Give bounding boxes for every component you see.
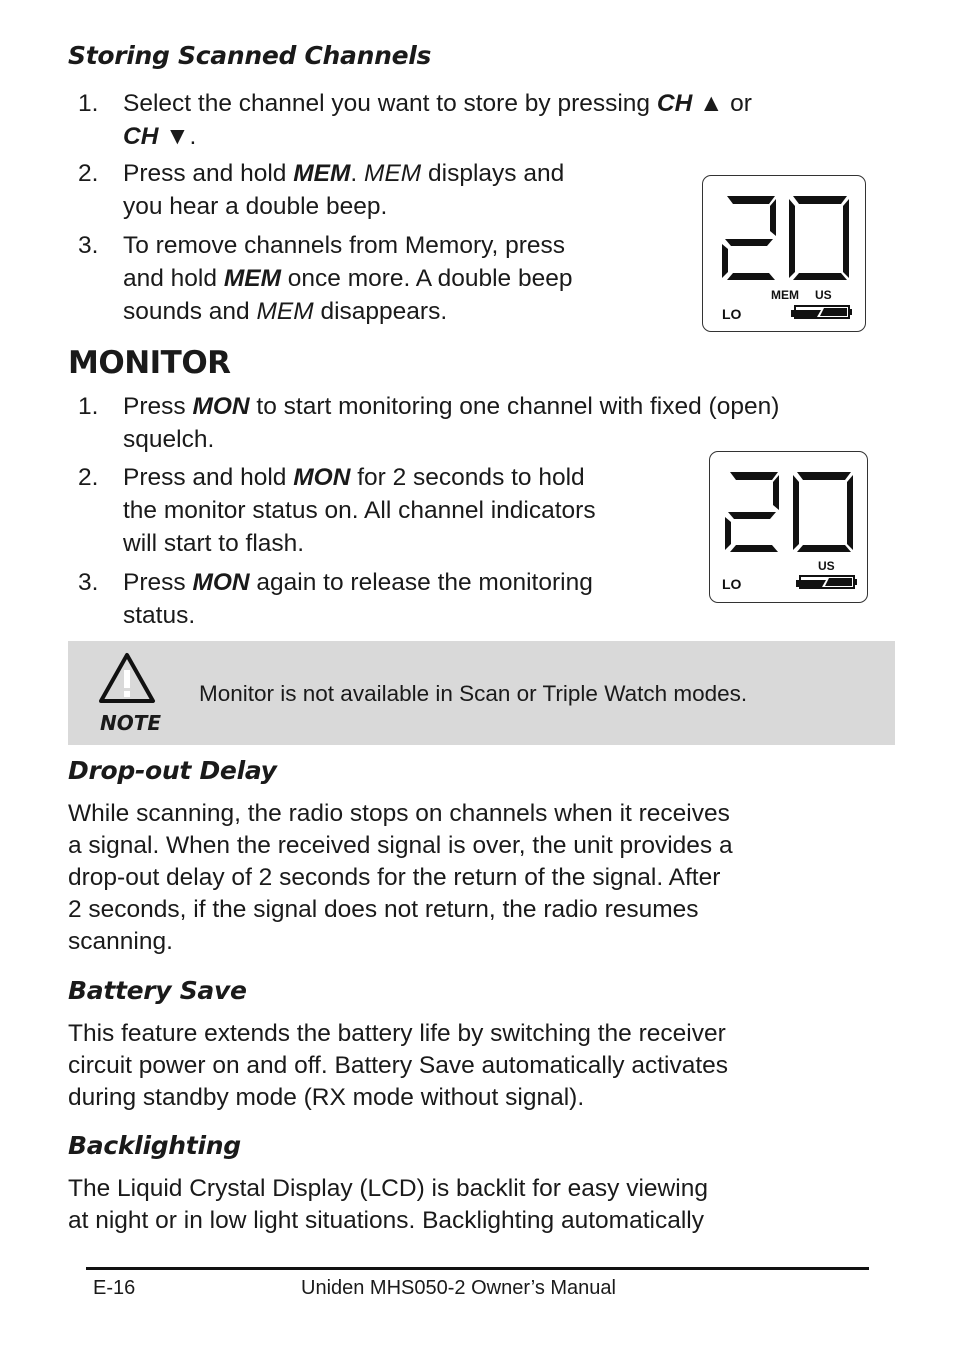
section-heading-backlight: Backlighting <box>68 1131 241 1160</box>
step-text: To remove channels from Memory, press and hold MEM once more. A double beep sounds and MEM disappears. <box>123 232 573 325</box>
key-mem: MEM <box>223 265 281 292</box>
battery-icon <box>796 576 857 588</box>
footer-divider <box>86 1267 869 1270</box>
step-text: Press MON to start monitoring one channel with fixed (open) squelch. <box>123 393 780 453</box>
lcd-digits-graphic <box>710 452 867 602</box>
step-text: Press MON again to release the monitoring status. <box>123 569 593 629</box>
warning-icon <box>98 652 156 704</box>
dropout-paragraph: While scanning, the radio stops on channels when it receives a signal. When the received signal is over, the unit provides a drop-out delay of 2 seconds for the return of the signal. After 2 seconds, if the signal does not return, the radio resumes scanning. <box>68 800 733 955</box>
key-mem: MEM <box>293 160 351 187</box>
step-text: Press and hold MEM. MEM displays and you hear a double beep. <box>123 160 565 220</box>
lcd-display-monitor <box>709 451 868 603</box>
step-number: 3. <box>78 569 99 596</box>
step-number: 1. <box>78 393 99 420</box>
section-heading-battery: Battery Save <box>68 976 247 1005</box>
step-number: 2. <box>78 464 99 491</box>
step-number: 3. <box>78 232 99 259</box>
battery-paragraph: This feature extends the battery life by switching the receiver circuit power on and off. Battery Save automatically activates during standby mode (RX mode without signal). <box>68 1020 729 1111</box>
lcd-label-us: US <box>815 288 832 302</box>
step-number: 2. <box>78 160 99 187</box>
page-number: E-16 <box>93 1277 136 1299</box>
note-label: NOTE <box>100 711 162 735</box>
step-text: Press and hold MON for 2 seconds to hold the monitor status on. All channel indicators will start to flash. <box>123 464 596 557</box>
lcd-label-mem: MEM <box>771 288 799 302</box>
key-ch-down: CH ▼ <box>123 123 190 150</box>
key-mon: MON <box>293 464 351 491</box>
note-text: Monitor is not available in Scan or Triple Watch modes. <box>199 681 748 706</box>
lcd-label-lo: LO <box>722 576 742 592</box>
step-number: 1. <box>78 90 99 117</box>
step-text: Select the channel you want to store by pressing CH ▲ or CH ▼. <box>123 90 752 150</box>
lcd-display-mem <box>702 175 866 332</box>
key-ch-up: CH ▲ <box>656 90 724 117</box>
lcd-label-us: US <box>818 559 835 573</box>
lcd-label-lo: LO <box>722 306 742 322</box>
note-box <box>68 641 895 745</box>
section-heading-dropout: Drop-out Delay <box>68 756 277 785</box>
section-heading-monitor: MONITOR <box>68 345 231 381</box>
section-heading-storing: Storing Scanned Channels <box>68 41 432 70</box>
key-mon: MON <box>192 393 250 420</box>
key-mon: MON <box>192 569 250 596</box>
footer-title: Uniden MHS050-2 Owner’s Manual <box>301 1277 616 1299</box>
battery-icon <box>791 306 852 318</box>
backlight-paragraph: The Liquid Crystal Display (LCD) is backlit for easy viewing at night or in low light situations. Backlighting automatically <box>68 1175 708 1234</box>
lcd-digits-graphic <box>703 176 865 331</box>
